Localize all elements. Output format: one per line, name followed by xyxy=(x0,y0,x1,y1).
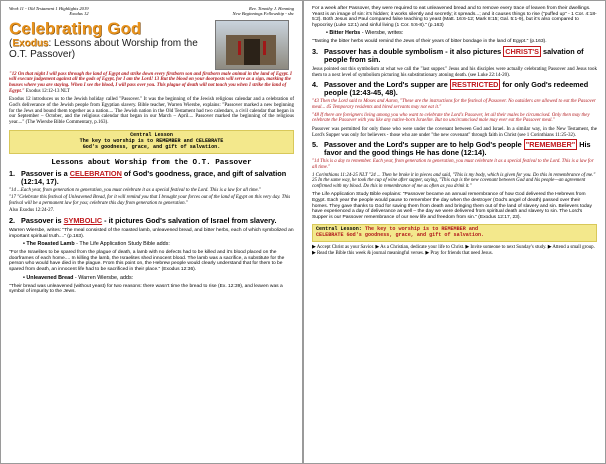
right-page xyxy=(303,0,606,464)
unleavened-bread-heading: • Unleavened Bread - Warren Wiersbe, adds: xyxy=(23,274,134,281)
point-1: 1. Passover is a CELEBRATION of God's goodness, grace, and gift of salvation (12:14, 17). xyxy=(9,168,287,186)
central-lesson-box-2: Central Lesson: The key to worship is to REMEMBER and CELEBRATE God's goodness, grace, and gift of salvation. xyxy=(312,224,597,242)
bitter-herbs-body: "Tasting the bitter herbs would remind the Jews of their years of bitter bondage in the land of Egypt." (p.163). xyxy=(312,39,547,45)
point-5-verse-14: "14 This is a day to remember. Each year, from generation to generation, you must celebrate it as a special festival to the Lord. This is a law for all time." xyxy=(312,159,594,170)
central-lesson-label: Central Lesson xyxy=(130,131,173,138)
action-steps: ▶ Accept Christ as your Savior. ▶ As a Christian, dedicate your life to Christ. ▶ Invite someone to next Sunday's study. ▶ Attend a small group. ▶ Read the Bible this week & journal meaningful verses. ▶ Pray for friends that need Jesus. xyxy=(312,245,595,256)
page-header xyxy=(9,6,294,17)
unleavened-bread-body: "Their bread was unleavened (without yeast) for two reasons: there wasn't time the bread to rise (Ex. 12:39), and leaven was a symbol of impurity to the Jews. xyxy=(9,283,283,295)
point-4: 4. Passover and the Lord's supper are RESTRICTED for only God's redeemed people (12:43-45, 48). xyxy=(312,80,589,98)
passover-doorway-illustration xyxy=(215,20,289,70)
point-1-ref: Also Exodus 12:24-27. xyxy=(9,208,55,214)
lessons-heading: Lessons about Worship from the O.T. Passover xyxy=(51,158,252,167)
point-2: 2. Passover is SYMBOLIC - it pictures God's salvation of Israel from slavery. xyxy=(9,216,277,226)
point-4-verse-48: "48 If there are foreigners living among you who want to celebrate the Lord's Passover, let all their males be circumcised. Only then may they celebrate the Passover with you like any native-born Israelite. But no uncircumcised male may ever eat the Passover meal." xyxy=(312,112,590,124)
point-3-body: Jesus pointed out this symbolism at what we call the "last supper." Jesus and his disciples were actually celebrating Passover and Jesus took them to a next level of symbolism picturing his substitutionary atoning death. (see Luke 22:14-20). xyxy=(312,66,597,78)
unleavened-bread-continued: For a week after Passover, they were required to eat unleavened bread and to remove every trace of leaven from their dwellings. Yeast is an image of sin: it's hidden; it works silently and secretly; it spreads...; and it causes things to rise ("puffed up" - 1 Cor. 4:18-5:2). Both Jesus and Paul compared false teaching to yeast (Matt. 16:6-12; Mark 8:15; Gal. 5:1-9), but it's also compared to hypocrisy (Luke 12:1) and sinful living (1 Cor. 5:6-8)." (p.163) xyxy=(312,6,597,28)
central-lesson-line1: The key to worship is to REMEMBER and CELEBRATE xyxy=(79,137,224,144)
point-3: 3. Passover has a double symbolism - it also pictures CHRIST'S salvation of people from sin. xyxy=(312,46,584,64)
point-2-body: Warren Wiersbe, writes: "The meal consisted of the roasted lamb, unleavened bread, and bitter herbs, each of which symbolized an important spiritual truth...." (p.163). xyxy=(9,228,294,239)
page-title: Celebrating God xyxy=(9,18,142,38)
roasted-lamb-body: "For the Israelites to be spared from the plague of death, a lamb with no defects had to be killed and it's blood placed on the doorframes of each home.... In killing the lamb, the Israelites shed innocent blood. The lamb was a sacrifice, a substitute for the person who would have died in the plague. From this point on, the Hebrew people would clearly understand that for them to be spared from death, an innocent life had to be sacrificed in their place." (Exodus 12:36). xyxy=(9,250,285,272)
central-lesson-label-2: Central Lesson: xyxy=(316,226,362,233)
point-4-verse-43: "43 Then the Lord said to Moses and Aaron, "These are the instructions for the festival of Passover. No outsiders are allowed to eat the Passover meal... 45 Temporary residents and hired servants may not eat it." xyxy=(312,99,596,111)
point-4-body: Passover was permitted for only those who were under the covenant between God and Israel. In a similar way, in the New Testament, the Lord's Supper was only for believers - those who are under "the new covenant" through faith in Christ (see 1 Corinthians 11:25-32). xyxy=(312,126,597,138)
point-1-verse-14: "14 ...Each year, from generation to generation, you must celebrate it as a special festival to the Lord. This is a law for all time." xyxy=(9,187,261,193)
point-5-body: The Life Application Study Bible explains: "Passover became an annual remembrance of how God delivered the Hebrews from Egypt. Each year the people would pause to remember the day when the destroyer (God's angel of death) passed over their homes. They gave thanks to God for saving them from death and bringing them out of the land of slavery and sin. Believers today have experienced a day of deliverance as well – the day we were delivered from spiritual death and slavery to sin. The Lord's Supper is our Passover remembrance of our new life and freedom from sin." (Exodus 12:17, 23). xyxy=(312,192,592,220)
point-5: 5. Passover and the Lord's supper are to help God's people "REMEMBER" His favor and the good things He has done (12:14). xyxy=(312,140,591,158)
page-subtitle: (Exodus: Lessons about Worship from the O.T. Passover) xyxy=(9,37,198,60)
roasted-lamb-heading: • The Roasted Lamb - The Life Application Study Bible adds: xyxy=(23,241,170,248)
central-lesson-line2-2: CELEBRATE God's goodness, grace, and gift of salvation. xyxy=(316,232,485,239)
title-block xyxy=(9,20,294,70)
header-author: Rev. Timothy J. Henning xyxy=(249,6,294,11)
point-1-verse-17: "17 "Celebrate this festival of Unleavened Bread, for it will remind you that I brought your forces out of the land of Egypt on this very day. This festival will be a permanent law for you; celebrate this day from generation to generation." xyxy=(9,195,291,206)
central-lesson-line2: God's goodness, grace, and gift of salvation. xyxy=(82,143,221,150)
bitter-herbs-heading: • Bitter Herbs - Wiersbe, writes: xyxy=(326,30,404,37)
intro-paragraph: Exodus 12 introduces us to the Jewish holiday called "Passover." It was the beginning of the Jewish religious calendar and a celebration of God's deliverance of the Jewish people from Egyptian slavery. Bible teacher, Warren Wiersbe, explains: "Passover marked a new beginning for the Jews and bound them together as a nation.... The Jewish nation in the Old Testament had two calendars, a civil calendar that began in our September – October, and the religious calendar that began in our March – April.... Passover marked the beginning of the religious year...." (The Wiersbe Bible Commentary, p.163). xyxy=(9,97,294,126)
key-verse: "12 On that night I will pass through the land of Egypt and strike down every firstborn son and firstborn male animal in the land of Egypt. I will execute judgement against all the gods of Egypt, for I am the Lord! 13 But the blood on your doorposts will serve as a sign, marking the houses where you are staying. When I see the blood, I will pass over you. This plague of death will not touch you when I strike the land of Egypt." Exodus 12:12-13 NLT xyxy=(9,71,292,94)
point-5-corinthians: 1 Corinthians 11:24-25 NLT "24 ... Then he broke it in pieces and said, "This is my body, which is given for you. Do this in remembrance of me." 25 In the same way, he took the cup of wine after supper, saying, "This cup is the new covenant between God and his people—an agreement confirmed with my blood. Do this in remembrance of me as often as you drink it." xyxy=(312,172,596,189)
header-passage: Exodus 12 xyxy=(69,11,89,17)
header-church: New Beginnings Fellowship - sbc xyxy=(232,11,294,17)
central-lesson-box xyxy=(9,130,294,154)
header-week: Week 11 - Old Testament 1 Highlights 2019 xyxy=(9,6,89,11)
